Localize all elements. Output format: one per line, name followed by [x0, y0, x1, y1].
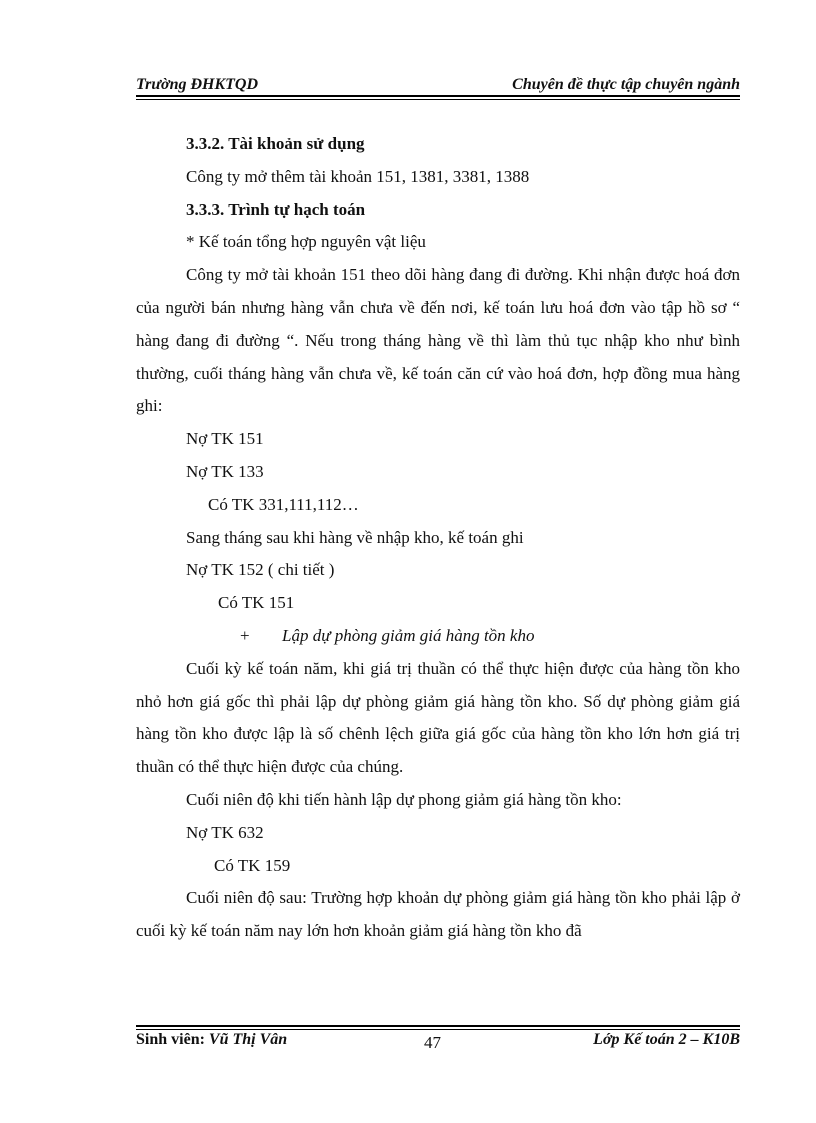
bullet-text: Lập dự phòng giảm giá hàng tồn kho [282, 625, 535, 645]
bullet-item-provision [136, 620, 740, 653]
footer-divider-thin [136, 1029, 740, 1030]
bullet-symbol: + [240, 625, 250, 645]
student-label: Sinh viên: [136, 1031, 209, 1048]
student-name: Vũ Thị Vân [208, 1031, 288, 1048]
journal-entry-credit-159: Có TK 159 [214, 855, 291, 875]
journal-entry-debit-133: Nợ TK 133 [186, 461, 264, 481]
paragraph-provision: Cuối kỳ kế toán năm, khi giá trị thuần có thể thực hiện được của hàng tồn kho nhỏ hơn giá gốc thì phải lập dự phòng giảm giá hàng tồn kho. Số dự phòng giảm giá hàng tồn kho được lập là số chênh lệch giữa giá gốc của hàng tồn kho lớn hơn giá trị thuần có thể thực hiện được của chúng. [136, 658, 740, 777]
section-heading-3-3-2: 3.3.2. Tài khoản sử dụng [186, 134, 365, 153]
footer-student [136, 1031, 287, 1049]
header-report-title: Chuyên đề thực tập chuyên ngành [512, 76, 740, 93]
header-divider [136, 95, 740, 97]
page-body [136, 128, 740, 948]
footer-divider [136, 1025, 740, 1027]
accounts-line: Công ty mở thêm tài khoản 151, 1381, 3381, 1388 [186, 166, 530, 186]
header-school: Trường ĐHKTQD [136, 76, 259, 93]
journal-entry-credit-151: Có TK 151 [218, 593, 295, 613]
page-header [136, 76, 740, 96]
next-month-line: Sang tháng sau khi hàng về nhập kho, kế toán ghi [186, 527, 524, 547]
journal-entry-debit-632: Nợ TK 632 [186, 822, 264, 842]
journal-entry-credit-331: Có TK 331,111,112… [208, 494, 359, 514]
subsection-title: * Kế toán tổng hợp nguyên vật liệu [186, 232, 426, 252]
page-footer [136, 1031, 740, 1055]
paragraph-goods-in-transit: Công ty mở tài khoản 151 theo dõi hàng đang đi đường. Khi nhận được hoá đơn của người bán nhưng hàng vẫn chưa về đến nơi, kế toán lưu hoá đơn vào tập hồ sơ “ hàng đang đi đường “. Nếu trong tháng hàng về thì làm thủ tục nhập kho như bình thường, cuối tháng hàng vẫn chưa về, kế toán căn cứ vào hoá đơn, hợp đồng mua hàng ghi: [136, 265, 740, 416]
section-heading-3-3-3: 3.3.3. Trình tự hạch toán [186, 199, 366, 219]
year-end-line: Cuối niên độ khi tiến hành lập dự phong giảm giá hàng tồn kho: [186, 789, 622, 809]
journal-entry-debit-151: Nợ TK 151 [186, 429, 264, 449]
journal-entry-debit-152: Nợ TK 152 ( chi tiết ) [186, 560, 335, 580]
paragraph-next-year-end: Cuối niên độ sau: Trường hợp khoản dự phòng giảm giá hàng tồn kho phải lập ở cuối kỳ kế toán năm nay lớn hơn khoản giảm giá hàng tồn kho đã [136, 888, 740, 941]
header-divider-thin [136, 99, 740, 100]
footer-class: Lớp Kế toán 2 – K10B [593, 1031, 740, 1048]
page-number: 47 [424, 1033, 441, 1052]
